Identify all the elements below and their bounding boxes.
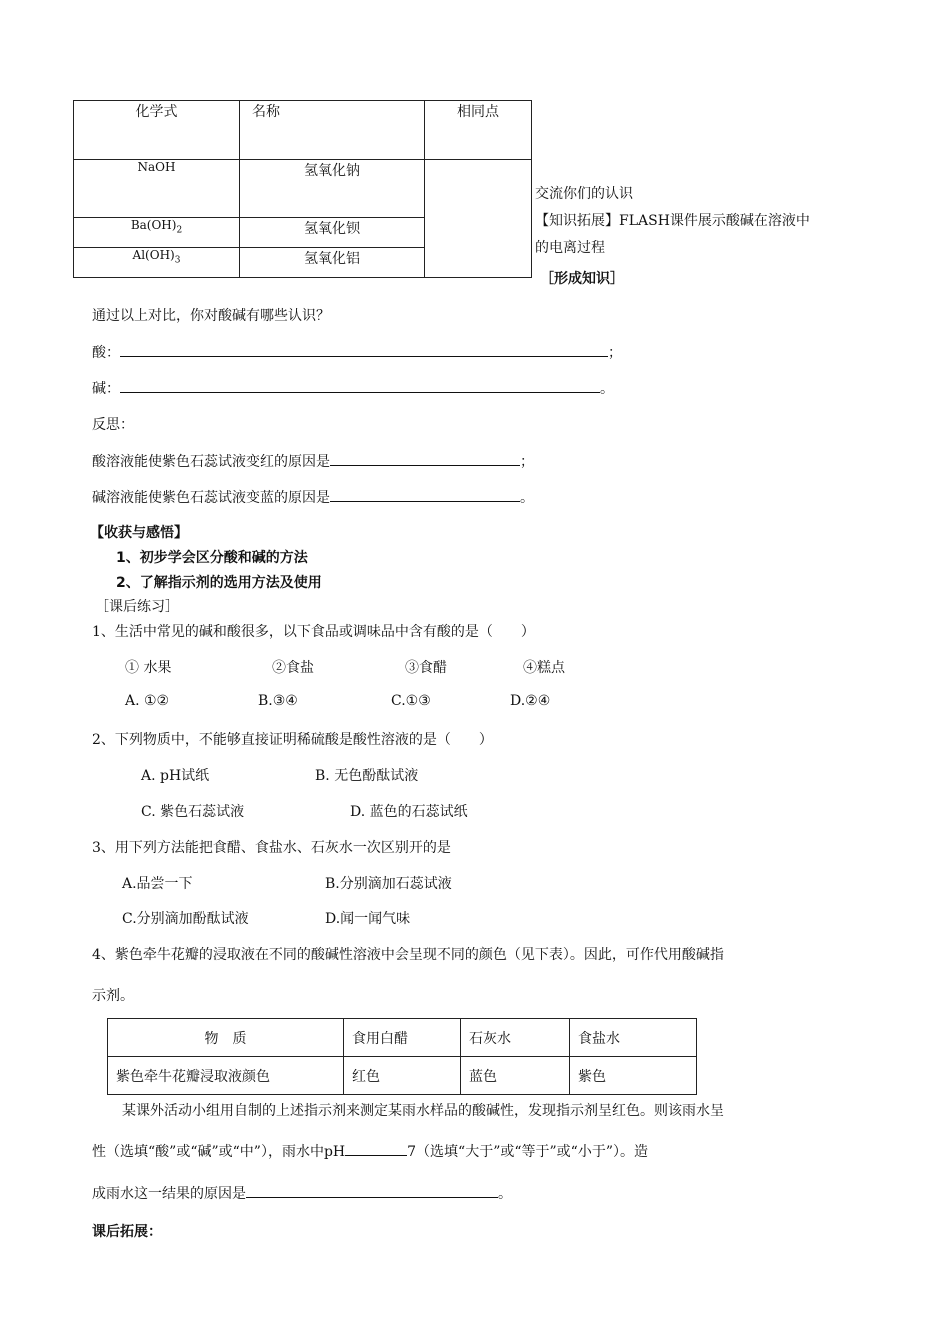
reason-red-line: 酸溶液能使紫色石蕊试液变红的原因是 ； bbox=[92, 451, 534, 471]
q1-option-c[interactable]: C.①③ bbox=[391, 693, 431, 709]
q2-option-c[interactable]: C. 紫色石蕊试液 bbox=[141, 804, 245, 820]
table2-header-limewater: 石灰水 bbox=[461, 1019, 570, 1057]
practice-title: ［课后练习］ bbox=[95, 599, 179, 615]
question-4-line-1: 4、紫色牵牛花瓣的浸取液在不同的酸碱性溶液中会呈现不同的颜色（见下表）。因此，可作代用酸碱指 bbox=[92, 947, 724, 963]
table2-color-blue: 蓝色 bbox=[461, 1057, 570, 1095]
q1-item-cake: ④糕点 bbox=[523, 660, 565, 676]
rain-paragraph-line-2: 性（选填“酸”或“碱”或“中”），雨水中pH 7（选填“大于”或“等于”或“小于”）。造 bbox=[92, 1141, 648, 1161]
side-ionization: 的电离过程 bbox=[535, 240, 605, 256]
acid-line: 酸： ； bbox=[92, 342, 622, 362]
q1-option-b[interactable]: B.③④ bbox=[258, 693, 298, 709]
reason-blue-line: 碱溶液能使紫色石蕊试液变蓝的原因是 。 bbox=[92, 487, 534, 507]
side-discuss: 交流你们的认识 bbox=[535, 186, 633, 202]
table1-formula-aloh3: $Al(OH)_3$ bbox=[74, 248, 240, 278]
base-line: 碱： 。 bbox=[92, 378, 614, 398]
table1-name-baoh2: 氢氧化钡 bbox=[240, 218, 425, 248]
harvest-item-1: 1、初步学会区分酸和碱的方法 bbox=[116, 550, 308, 566]
question-2: 2、下列物质中，不能够直接证明稀硫酸是酸性溶液的是（ ） bbox=[92, 732, 493, 748]
table2-row-label: 紫色牵牛花瓣浸取液颜色 bbox=[108, 1057, 344, 1095]
base-blank[interactable] bbox=[120, 378, 600, 393]
q1-item-salt: ②食盐 bbox=[272, 660, 314, 676]
knowledge-intro: 通过以上对比，你对酸碱有哪些认识？ bbox=[92, 308, 330, 324]
table2-color-purple: 紫色 bbox=[570, 1057, 697, 1095]
q2-option-b[interactable]: B. 无色酚酞试液 bbox=[315, 768, 419, 784]
table1-formula-baoh2: $Ba(OH)_2$ bbox=[74, 218, 240, 248]
q1-option-a[interactable]: A. ①② bbox=[125, 693, 170, 709]
question-3: 3、用下列方法能把食醋、食盐水、石灰水一次区别开的是 bbox=[92, 840, 451, 856]
table2-header-substance: 物 质 bbox=[108, 1019, 344, 1057]
indicator-color-table bbox=[107, 1018, 697, 1095]
table1-name-naoh: 氢氧化钠 bbox=[240, 160, 425, 218]
table1-common-cell bbox=[425, 160, 532, 278]
table1-header-common: 相同点 bbox=[425, 101, 532, 160]
q3-option-d[interactable]: D.闻一闻气味 bbox=[325, 911, 411, 927]
reflection-label: 反思： bbox=[92, 417, 134, 433]
q1-item-vinegar: ③食醋 bbox=[405, 660, 447, 676]
acid-blank[interactable] bbox=[120, 342, 608, 357]
question-4-line-2: 示剂。 bbox=[92, 988, 134, 1004]
rain-reason-blank[interactable] bbox=[246, 1183, 498, 1198]
q3-option-b[interactable]: B.分别滴加石蕊试液 bbox=[325, 876, 452, 892]
table1-header-name: 名称 bbox=[240, 101, 425, 160]
q2-option-a[interactable]: A. pH试纸 bbox=[141, 768, 210, 784]
q1-item-fruit: ① 水果 bbox=[125, 660, 172, 676]
ph-blank[interactable] bbox=[345, 1141, 407, 1156]
q3-option-a[interactable]: A.品尝一下 bbox=[122, 876, 193, 892]
rain-paragraph-line-1: 某课外活动小组用自制的上述指示剂来测定某雨水样品的酸碱性，发现指示剂呈红色。则该雨水呈 bbox=[122, 1103, 724, 1119]
q2-option-d[interactable]: D. 蓝色的石蕊试纸 bbox=[350, 804, 468, 820]
table1-header-formula: 化学式 bbox=[74, 101, 240, 160]
table2-header-saltwater: 食盐水 bbox=[570, 1019, 697, 1057]
table1-formula-naoh: NaOH bbox=[74, 160, 240, 218]
reason-red-blank[interactable] bbox=[330, 451, 520, 466]
rain-paragraph-line-3: 成雨水这一结果的原因是 。 bbox=[92, 1183, 512, 1203]
harvest-title: 【收获与感悟】 bbox=[90, 525, 188, 541]
table2-color-red: 红色 bbox=[344, 1057, 461, 1095]
q1-option-d[interactable]: D.②④ bbox=[510, 693, 551, 709]
side-extension: 【知识拓展】FLASH课件展示酸碱在溶液中 bbox=[535, 213, 810, 229]
table1-name-aloh3: 氢氧化铝 bbox=[240, 248, 425, 278]
reason-blue-blank[interactable] bbox=[330, 487, 520, 502]
harvest-item-2: 2、了解指示剂的选用方法及使用 bbox=[116, 575, 322, 591]
extension-title: 课后拓展： bbox=[92, 1224, 162, 1240]
table2-header-vinegar: 食用白醋 bbox=[344, 1019, 461, 1057]
question-1: 1、生活中常见的碱和酸很多，以下食品或调味品中含有酸的是（ ） bbox=[92, 624, 535, 640]
base-comparison-table bbox=[73, 100, 532, 278]
side-form-knowledge: ［形成知识］ bbox=[540, 271, 624, 287]
q3-option-c[interactable]: C.分别滴加酚酞试液 bbox=[122, 911, 249, 927]
